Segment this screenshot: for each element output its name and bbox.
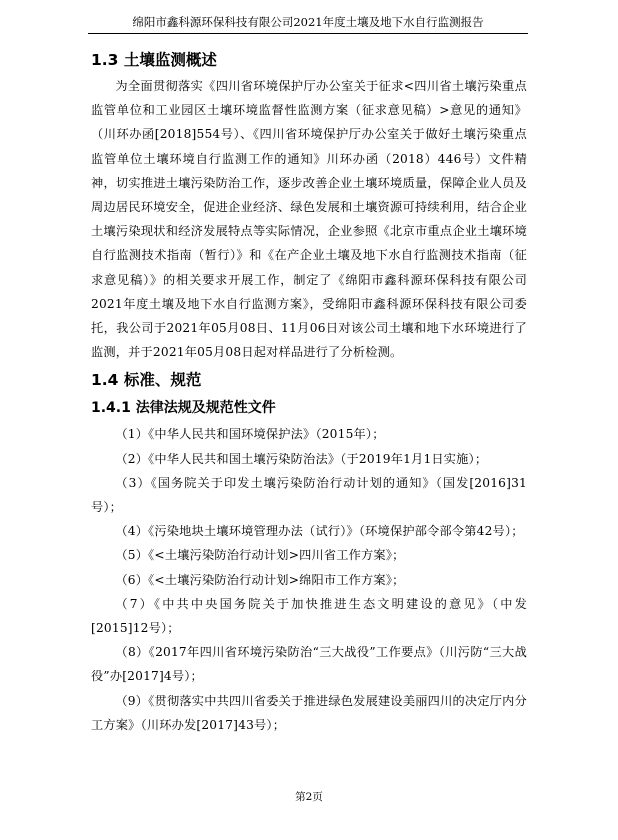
list-item: （5）《<土壤污染防治行动计划>四川省工作方案》； bbox=[115, 548, 405, 563]
list-item: （7）《中共中央国务院关于加快推进生态文明建设的意见》（中发[2015]12号）； bbox=[91, 596, 527, 636]
list-item: （2）《中华人民共和国土壤污染防治法》（于2019年1月1日实施）； bbox=[115, 451, 488, 466]
section-1-3-paragraph: 为全面贯彻落实《四川省环境保护厅办公室关于征求<四川省土壤污染重点监管单位和工业园区土壤环境监督性监测方案（征求意见稿）>意见的通知》（川环办函[2018]554号）、《四川省环境保护厅办公室关于做好土壤污染重点监管单位土壤环境自行监测工作的通知》川环办函（2018）446号）文件精神，切实推进土壤污染防治工作，逐步改善企业土壤环境质量，保障企业人员及周边居民环境安全，促进企业经济、绿色发展和土壤资源可持续利用，结合企业土壤污染现状和经济发展特点等实际情况，企业参照《北京市重点企业土壤环境自行监测技术指南（暂行）》和《在产企业土壤及地下水自行监测技术指南（征求意见稿）》的相关要求开展工作，制定了《绵阳市鑫科源环保科技有限公司2021年度土壤及地下水自行监测方案》，受绵阳市鑫科源环保科技有限公司委托，我公司于2021年05月08日、11月06日对该公司土壤和地下水环境进行了监测，并于2021年05月08日起对样品进行了分析检测。 bbox=[91, 79, 527, 360]
list-item: （9）《贯彻落实中共四川省委关于推进绿色发展建设美丽四川的决定厅内分工方案》（川环办发[2017]43号）； bbox=[91, 693, 527, 732]
page-header: 绵阳市鑫科源环保科技有限公司2021年度土壤及地下水自行监测报告 bbox=[132, 15, 484, 29]
list-item: （4）《污染地块土壤环境管理办法（试行）》（环境保护部令部令第42号）； bbox=[115, 524, 524, 539]
list-item: （3）《国务院关于印发土壤污染防治行动计划的通知》（国发[2016]31号）； bbox=[91, 475, 527, 515]
page-content bbox=[91, 46, 527, 737]
list-item: （8）《2017年四川省环境污染防治“三大战役”工作要点》（川污防“三大战役”办[2017]4号）； bbox=[91, 645, 527, 684]
page-number: 第2页 bbox=[295, 791, 323, 803]
section-1-4-1-heading: 1.4.1 法律法规及规范性文件 bbox=[91, 400, 276, 417]
section-1-3-heading: 1.3 土壤监测概述 bbox=[91, 51, 217, 69]
section-1-4-heading: 1.4 标准、规范 bbox=[91, 371, 202, 390]
regulation-list bbox=[91, 422, 527, 737]
list-item: （6）《<土壤污染防治行动计划>绵阳市工作方案》； bbox=[115, 572, 405, 587]
header-rule bbox=[88, 33, 528, 34]
list-item: （1）《中华人民共和国环境保护法》（2015年）； bbox=[115, 427, 385, 442]
